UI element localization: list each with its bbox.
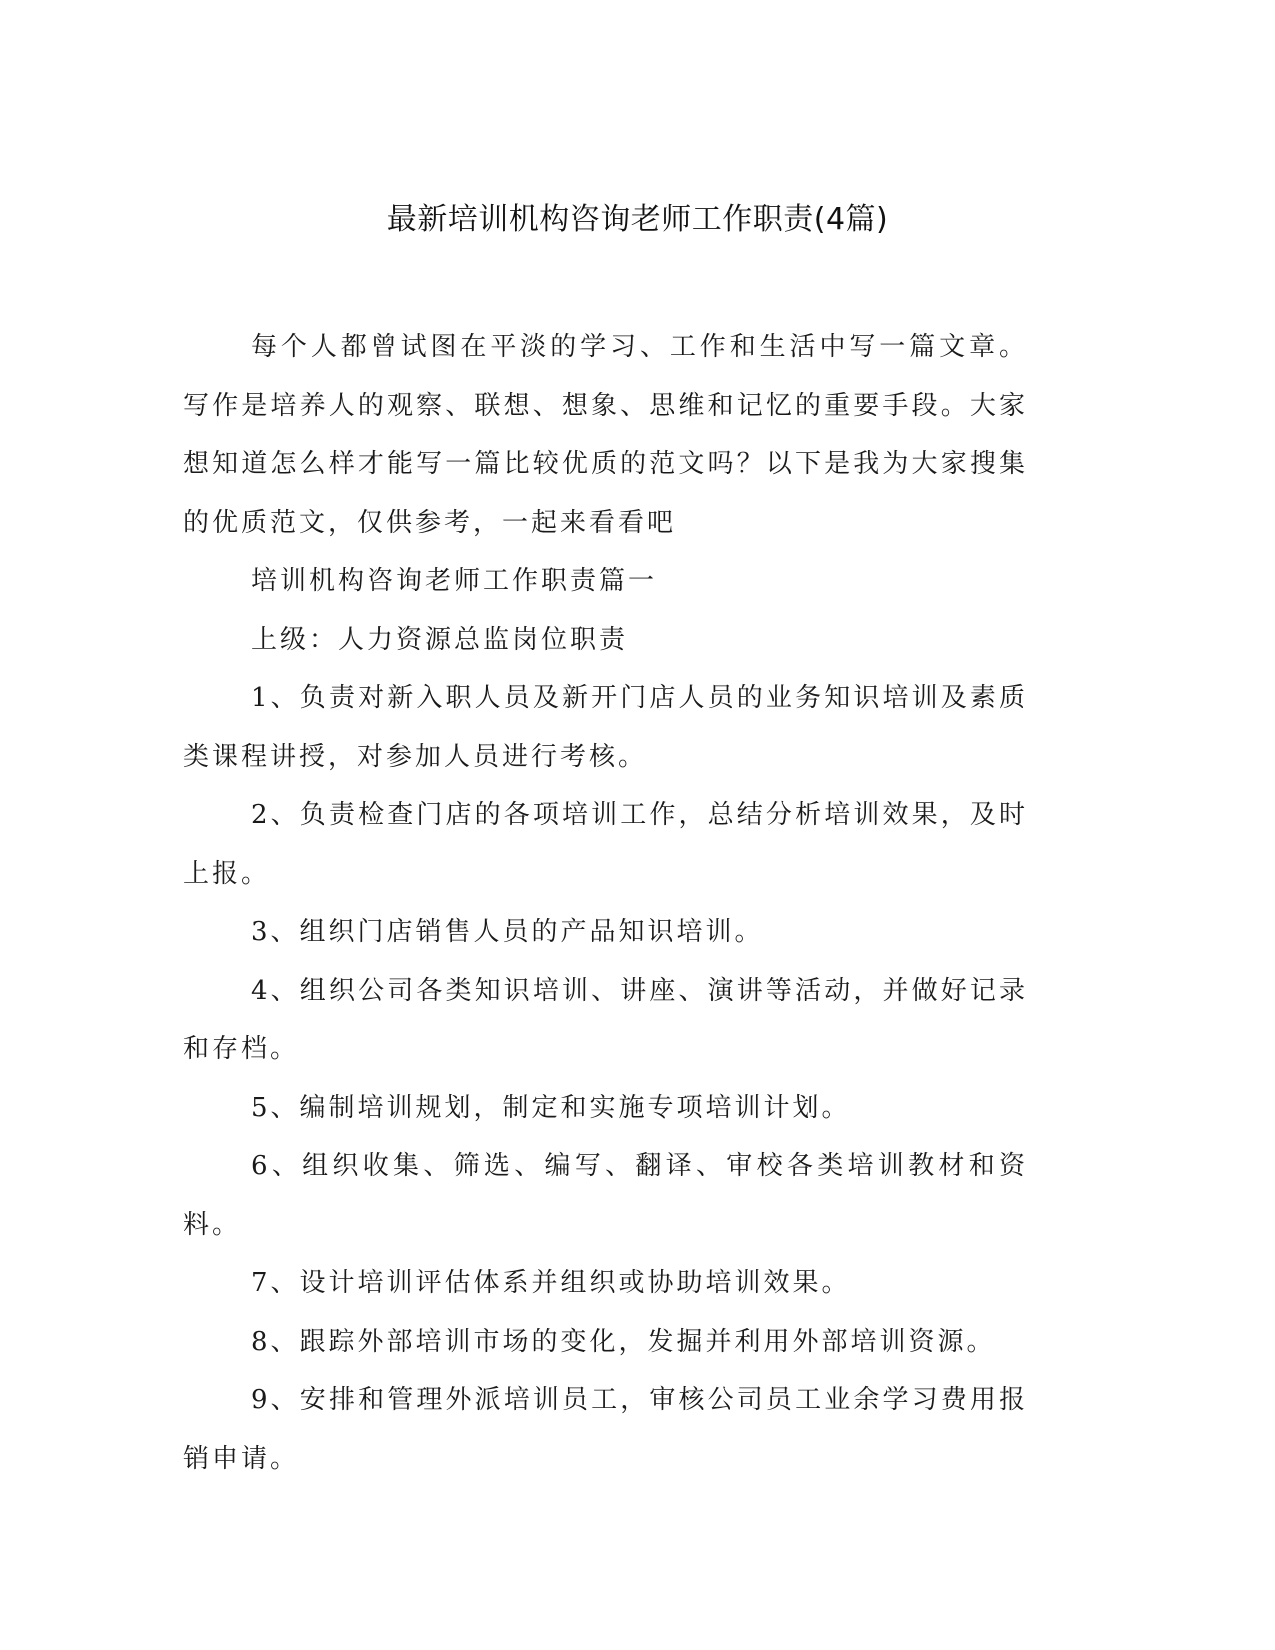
- duty-item-6: 6、组织收集、筛选、编写、翻译、审校各类培训教材和资料。: [183, 1151, 1028, 1240]
- duty-item-1: 1、负责对新入职人员及新开门店人员的业务知识培训及素质类课程讲授，对参加人员进行考核。: [183, 683, 1028, 772]
- superior-line: 上级：人力资源总监岗位职责: [251, 624, 629, 655]
- duty-item-5: 5、编制培训规划，制定和实施专项培训计划。: [251, 1092, 851, 1123]
- intro-paragraph: 每个人都曾试图在平淡的学习、工作和生活中写一篇文章。写作是培养人的观察、联想、想象、思维和记忆的重要手段。大家想知道怎么样才能写一篇比较优质的范文吗？以下是我为大家搜集的优质范文，仅供参考，一起来看看吧: [183, 332, 1028, 538]
- document-title: 最新培训机构咨询老师工作职责(4篇): [386, 202, 889, 237]
- duty-item-9: 9、安排和管理外派培训员工，审核公司员工业余学习费用报销申请。: [183, 1385, 1028, 1474]
- duty-item-3: 3、组织门店销售人员的产品知识培训。: [251, 917, 764, 947]
- duty-item-8: 8、跟踪外部培训市场的变化，发掘并利用外部培训资源。: [251, 1326, 996, 1357]
- duty-item-7: 7、设计培训评估体系并组织或协助培训效果。: [251, 1268, 851, 1298]
- duty-item-4: 4、组织公司各类知识培训、讲座、演讲等活动，并做好记录和存档。: [183, 975, 1028, 1064]
- duty-item-2: 2、负责检查门店的各项培训工作，总结分析培训效果，及时上报。: [183, 800, 1028, 889]
- section-heading: 培训机构咨询老师工作职责篇一: [251, 566, 658, 596]
- document-body: [183, 318, 1028, 1488]
